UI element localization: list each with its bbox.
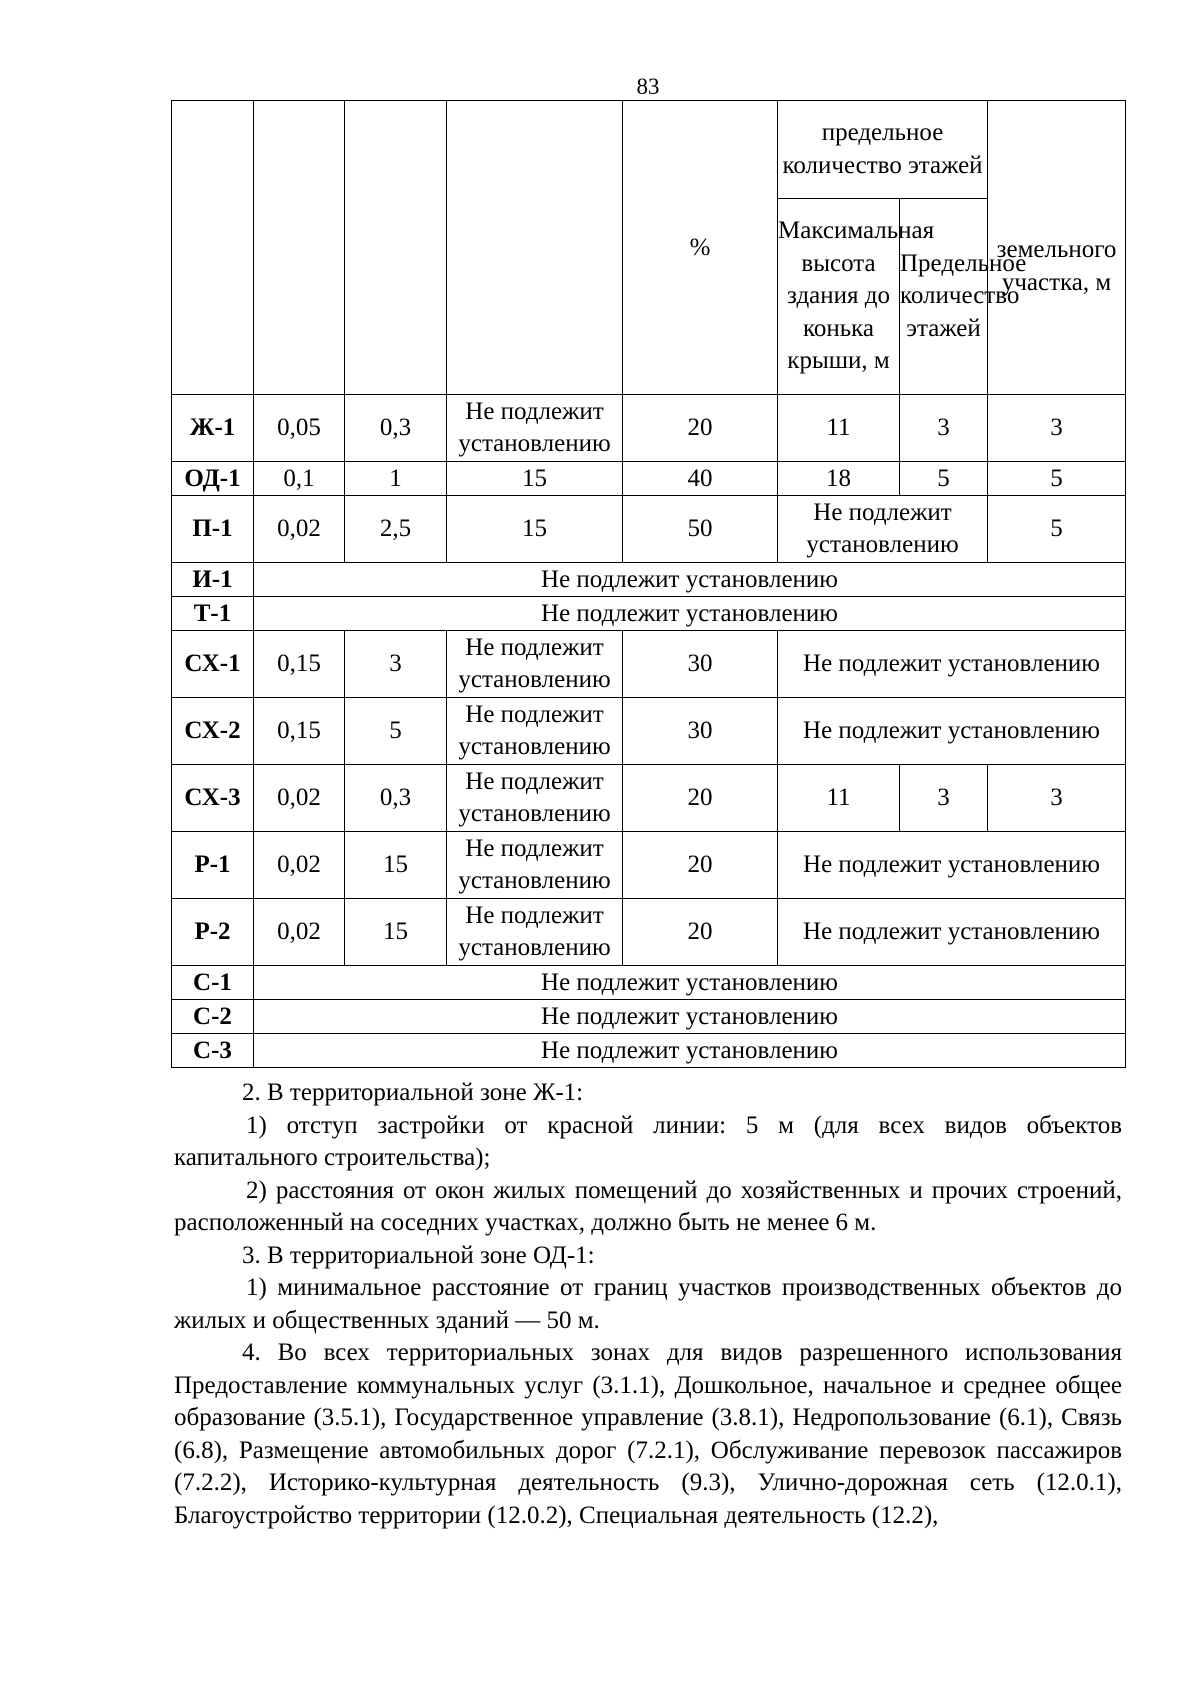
table-cell: Не подлежит установлению xyxy=(254,597,1126,631)
table-cell: 0,3 xyxy=(345,765,447,832)
table-cell: 0,02 xyxy=(254,765,345,832)
table-cell: 20 xyxy=(623,832,778,899)
table-row-sh2 xyxy=(172,698,1126,765)
table-cell: Не подлежит установлению xyxy=(254,1034,1126,1068)
table-cell: 2,5 xyxy=(345,496,447,563)
zone-code: СХ-1 xyxy=(172,631,254,698)
table-cell: 0,02 xyxy=(254,899,345,966)
zone-code: С-2 xyxy=(172,1000,254,1034)
table-cell: 3 xyxy=(988,395,1126,462)
table-cell: 0,02 xyxy=(254,832,345,899)
table-cell: 15 xyxy=(447,462,623,496)
table-cell: Не подлежит установлению xyxy=(447,631,623,698)
paragraph: 2) расстояния от окон жилых помещений до хозяйственных и прочих строений, расположенный на соседних участках, должно быть не менее 6 м. xyxy=(174,1176,1122,1236)
table-cell: 11 xyxy=(778,395,900,462)
zone-code: И-1 xyxy=(172,563,254,597)
table-cell: 3 xyxy=(345,631,447,698)
header-cell-code xyxy=(172,101,254,395)
zone-code: СХ-3 xyxy=(172,765,254,832)
table-cell: Не подлежит установлению xyxy=(254,1000,1126,1034)
table-cell: 15 xyxy=(345,899,447,966)
table-cell: 40 xyxy=(623,462,778,496)
table-cell: 20 xyxy=(623,899,778,966)
table-cell: 0,3 xyxy=(345,395,447,462)
table-cell: 20 xyxy=(623,765,778,832)
header-floors-group: предельное количество этажей xyxy=(778,101,988,199)
table-row-s2 xyxy=(172,1000,1126,1034)
table-row-zh1 xyxy=(172,395,1126,462)
table-cell: Не подлежит установлению xyxy=(778,899,1126,966)
table-cell: 20 xyxy=(623,395,778,462)
table-cell: Не подлежит установлению xyxy=(778,631,1126,698)
table-cell: Не подлежит установлению xyxy=(447,899,623,966)
zone-code: Т-1 xyxy=(172,597,254,631)
table-row-p1 xyxy=(172,496,1126,563)
table-row-od1 xyxy=(172,462,1126,496)
table-cell: Не подлежит установлению xyxy=(447,832,623,899)
table-row-r2 xyxy=(172,899,1126,966)
table-cell: 0,02 xyxy=(254,496,345,563)
paragraph: 1) отступ застройки от красной линии: 5 м (для всех видов объектов капитального строительства); xyxy=(174,1111,1122,1171)
table-cell: 15 xyxy=(447,496,623,563)
table-cell: 3 xyxy=(900,395,988,462)
header-max-height: Максимальная высота здания до конька крыши, м xyxy=(778,199,900,395)
paragraph: 1) минимальное расстояние от границ участков производственных объектов до жилых и общественных зданий — 50 м. xyxy=(174,1274,1122,1334)
table-row-s3 xyxy=(172,1034,1126,1068)
table-cell: Не подлежит установлению xyxy=(254,966,1126,1000)
page-number: 83 xyxy=(636,74,660,99)
table-row-t1 xyxy=(172,597,1126,631)
table-row-sh3 xyxy=(172,765,1126,832)
table-cell: 0,1 xyxy=(254,462,345,496)
header-row-1 xyxy=(172,101,1126,199)
zone-code: Р-1 xyxy=(172,832,254,899)
zone-code: П-1 xyxy=(172,496,254,563)
table-cell: 5 xyxy=(900,462,988,496)
table-cell: Не подлежит установлению xyxy=(778,698,1126,765)
table-cell: Не подлежит установлению xyxy=(447,765,623,832)
table-cell: 5 xyxy=(988,496,1126,563)
zone-code: С-1 xyxy=(172,966,254,1000)
zone-code: Р-2 xyxy=(172,899,254,966)
table-cell: 18 xyxy=(778,462,900,496)
zone-code: ОД-1 xyxy=(172,462,254,496)
table-cell: 5 xyxy=(345,698,447,765)
paragraph: 2. В территориальной зоне Ж-1: xyxy=(242,1079,584,1106)
table-cell: 0,05 xyxy=(254,395,345,462)
table-row-r1 xyxy=(172,832,1126,899)
header-cell-2 xyxy=(345,101,447,395)
table-row-i1 xyxy=(172,563,1126,597)
table-cell: 15 xyxy=(345,832,447,899)
table-cell: 30 xyxy=(623,631,778,698)
table-cell: 30 xyxy=(623,698,778,765)
table-cell: 0,15 xyxy=(254,698,345,765)
zone-code: С-3 xyxy=(172,1034,254,1068)
body-text xyxy=(174,1077,1122,1532)
table-cell: Не подлежит установлению xyxy=(778,832,1126,899)
paragraph: 4. Во всех территориальных зонах для видов разрешенного использования Предоставление коммунальных услуг (3.1.1), Дошкольное, начальное и среднее общее образование (3.5.1), Государственное управление (3.8.1), Недропользование (6.1), Связь (6.8), Размещение автомобильных дорог (7.2.1), Обслуживание перевозок пассажиров (7.2.2), Историко-культурная деятельность (9.3), Улично-дорожная сеть (12.0.1), Благоустройство территории (12.0.2), Специальная деятельность (12.2), xyxy=(174,1339,1122,1529)
zone-parameters-table xyxy=(171,100,1126,1068)
header-cell-3 xyxy=(447,101,623,395)
table-cell: 3 xyxy=(900,765,988,832)
table-cell: 0,15 xyxy=(254,631,345,698)
header-plot-setback: земельного участка, м xyxy=(988,101,1126,395)
header-cell-1 xyxy=(254,101,345,395)
zone-code: Ж-1 xyxy=(172,395,254,462)
table-cell: 3 xyxy=(988,765,1126,832)
table-cell: 5 xyxy=(988,462,1126,496)
table-row-sh1 xyxy=(172,631,1126,698)
table-cell: Не подлежит установлению xyxy=(254,563,1126,597)
table-cell: Не подлежит установлению xyxy=(447,395,623,462)
table-cell: 11 xyxy=(778,765,900,832)
table-cell: 1 xyxy=(345,462,447,496)
header-percent: % xyxy=(623,101,778,395)
header-max-floors: Предельное количество этажей xyxy=(900,199,988,395)
table-row-s1 xyxy=(172,966,1126,1000)
paragraph: 3. В территориальной зоне ОД-1: xyxy=(242,1241,595,1269)
table-cell: Не подлежит установлению xyxy=(778,496,988,563)
zone-code: СХ-2 xyxy=(172,698,254,765)
table-cell: Не подлежит установлению xyxy=(447,698,623,765)
table-cell: 50 xyxy=(623,496,778,563)
